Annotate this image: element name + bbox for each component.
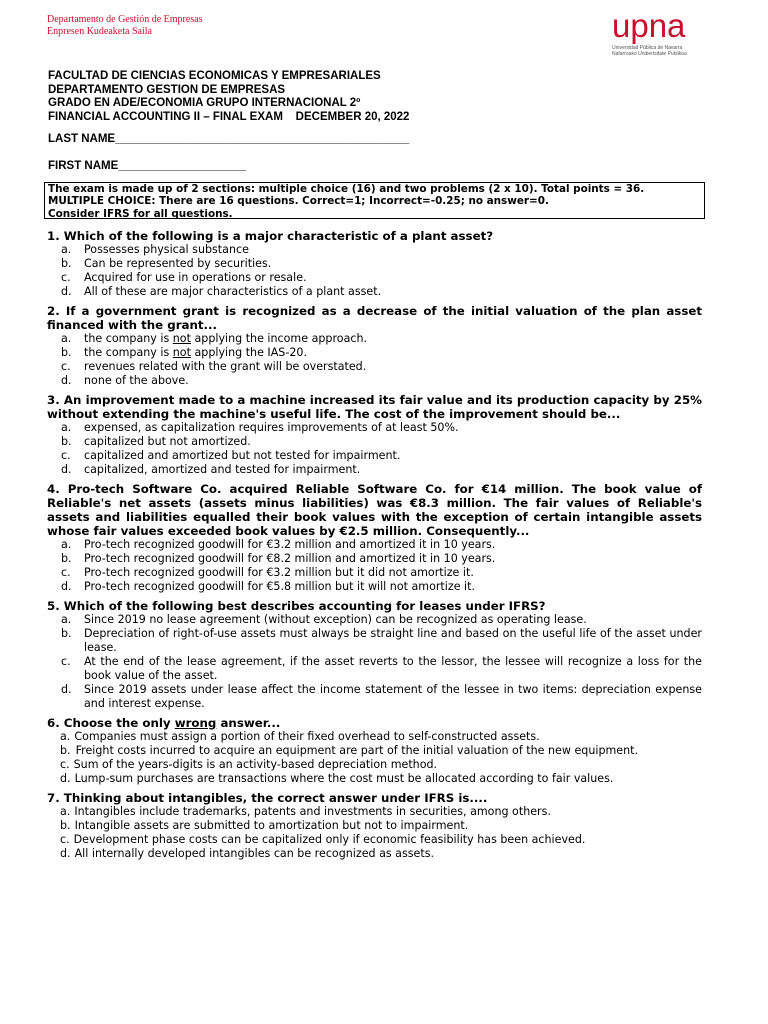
question-3 — [47, 393, 702, 477]
instructions-line-3: Consider IFRS for all questions. — [48, 207, 233, 220]
answer-option-b[interactable]: b. the company is not applying the IAS-20. — [61, 346, 307, 359]
answer-option-a[interactable]: a. Intangibles include trademarks, patents and investments in securities, among others. — [60, 805, 551, 818]
answer-option-d[interactable]: d. none of the above. — [61, 374, 189, 387]
answer-option-b[interactable]: b. capitalized but not amortized. — [61, 435, 251, 448]
exam-title-line: FINANCIAL ACCOUNTING II – FINAL EXAM DECEMBER 20, 2022 — [48, 110, 410, 123]
exam-header — [48, 70, 409, 124]
answer-option-c[interactable]: c. capitalized and amortized but not tested for impairment. — [61, 449, 401, 462]
answer-option-a[interactable]: a. the company is not applying the income approach. — [61, 332, 368, 345]
question-2 — [47, 304, 702, 388]
department-line: DEPARTAMENTO GESTION DE EMPRESAS — [48, 83, 286, 96]
question-text: 5. Which of the following best describes accounting for leases under IFRS? — [47, 599, 546, 613]
faculty-line: FACULTAD DE CIENCIAS ECONOMICAS Y EMPRESARIALES — [48, 70, 381, 82]
answer-option-c[interactable]: c. At the end of the lease agreement, if the asset reverts to the lessor, the lessee will recognize a loss for the book value of the asset. — [61, 655, 702, 682]
question-text: 4. Pro-tech Software Co. acquired Reliable Software Co. for €14 million. The book value of Reliable's net assets (assets minus liabilities) was €8.3 million. The fair values of Reliable's assets and liabilities equalled their book values with the exception of certain intangible assets whose fair values exceeded book values by €2.5 million. Consequently... — [47, 482, 702, 538]
upna-logo — [612, 9, 732, 61]
department-name-es: Departamento de Gestión de Empresas — [47, 14, 203, 25]
answer-option-a[interactable]: a. Pro-tech recognized goodwill for €3.2 million and amortized it in 10 years. — [61, 538, 496, 551]
instructions-box — [44, 182, 705, 219]
instructions-line-1: The exam is made up of 2 sections: multiple choice (16) and two problems (2 x 10). Total points = 36. — [48, 183, 645, 195]
answer-option-d[interactable]: d. Lump-sum purchases are transactions where the cost must be allocated according to fair values. — [60, 772, 614, 785]
question-text: 2. If a government grant is recognized as a decrease of the initial valuation of the plan asset financed with the grant... — [47, 304, 702, 332]
answer-option-d[interactable]: d. capitalized, amortized and tested for impairment. — [61, 463, 361, 476]
answer-option-b[interactable]: b. Depreciation of right-of-use assets must always be straight line and based on the useful life of the asset under lease. — [61, 627, 702, 654]
question-1 — [47, 229, 702, 299]
answer-option-b[interactable]: b. Pro-tech recognized goodwill for €8.2 million and amortized it in 10 years. — [61, 552, 496, 565]
question-7 — [47, 791, 702, 861]
last-name-field[interactable]: LAST NAME______________________________________________ — [48, 133, 410, 145]
first-name-field[interactable]: FIRST NAME____________________ — [48, 160, 247, 172]
answer-option-c[interactable]: c. Acquired for use in operations or resale. — [61, 271, 307, 284]
question-5 — [47, 599, 702, 711]
question-4 — [47, 482, 702, 594]
question-text: 3. An improvement made to a machine increased its fair value and its production capacity by 25% without extending the machine's useful life. The cost of the improvement should be... — [47, 393, 702, 421]
answer-option-a[interactable]: a. Since 2019 no lease agreement (without exception) can be recognized as operating lease. — [61, 613, 587, 626]
answer-option-a[interactable]: a. Companies must assign a portion of their fixed overhead to self-constructed assets. — [60, 730, 540, 743]
question-text: 6. Choose the only wrong answer... — [47, 716, 281, 730]
question-text: 7. Thinking about intangibles, the correct answer under IFRS is.... — [47, 791, 488, 805]
answer-option-d[interactable]: d. Pro-tech recognized goodwill for €5.8 million but it will not amortize it. — [61, 580, 476, 593]
answer-option-a[interactable]: a. expensed, as capitalization requires improvements of at least 50%. — [61, 421, 459, 434]
logo-subtitle-2: Nafarroako Unibertsitate Publikoa — [612, 51, 687, 57]
logo-subtitle-1: Universidad Pública de Navarra — [612, 45, 683, 51]
question-6 — [47, 716, 702, 786]
answer-option-b[interactable]: b. Intangible assets are submitted to amortization but not to impairment. — [60, 819, 469, 832]
question-text: 1. Which of the following is a major characteristic of a plant asset? — [47, 229, 494, 243]
answer-option-d[interactable]: d. Since 2019 assets under lease affect the income statement of the lessee in two items: depreciation expense and interest expense. — [61, 683, 702, 710]
answer-option-c[interactable]: c. Development phase costs can be capitalized only if economic feasibility has been achieved. — [60, 833, 586, 846]
answer-option-c[interactable]: c. Sum of the years-digits is an activity-based depreciation method. — [60, 758, 438, 771]
answer-option-a[interactable]: a. Possesses physical substance — [61, 243, 249, 256]
answer-option-d[interactable]: d. All of these are major characteristics of a plant asset. — [61, 285, 382, 298]
department-name — [47, 14, 203, 38]
answer-option-b[interactable]: b. Can be represented by securities. — [61, 257, 272, 270]
instructions-line-2: MULTIPLE CHOICE: There are 16 questions. Correct=1; Incorrect=-0.25; no answer=0. — [48, 195, 549, 208]
answer-option-c[interactable]: c. Pro-tech recognized goodwill for €3.2 million but it did not amortize it. — [61, 566, 474, 579]
department-name-eu: Enpresen Kudeaketa Saila — [47, 26, 152, 37]
logo-wordmark: upna — [612, 7, 686, 44]
answer-option-b[interactable]: b. Freight costs incurred to acquire an equipment are part of the initial valuation of the new equipment. — [60, 744, 639, 757]
degree-line: GRADO EN ADE/ECONOMIA GRUPO INTERNACIONAL 2º — [48, 97, 361, 109]
answer-option-d[interactable]: d. All internally developed intangibles can be recognized as assets. — [60, 847, 435, 860]
questions-list — [47, 229, 702, 866]
answer-option-c[interactable]: c. revenues related with the grant will be overstated. — [61, 360, 367, 373]
